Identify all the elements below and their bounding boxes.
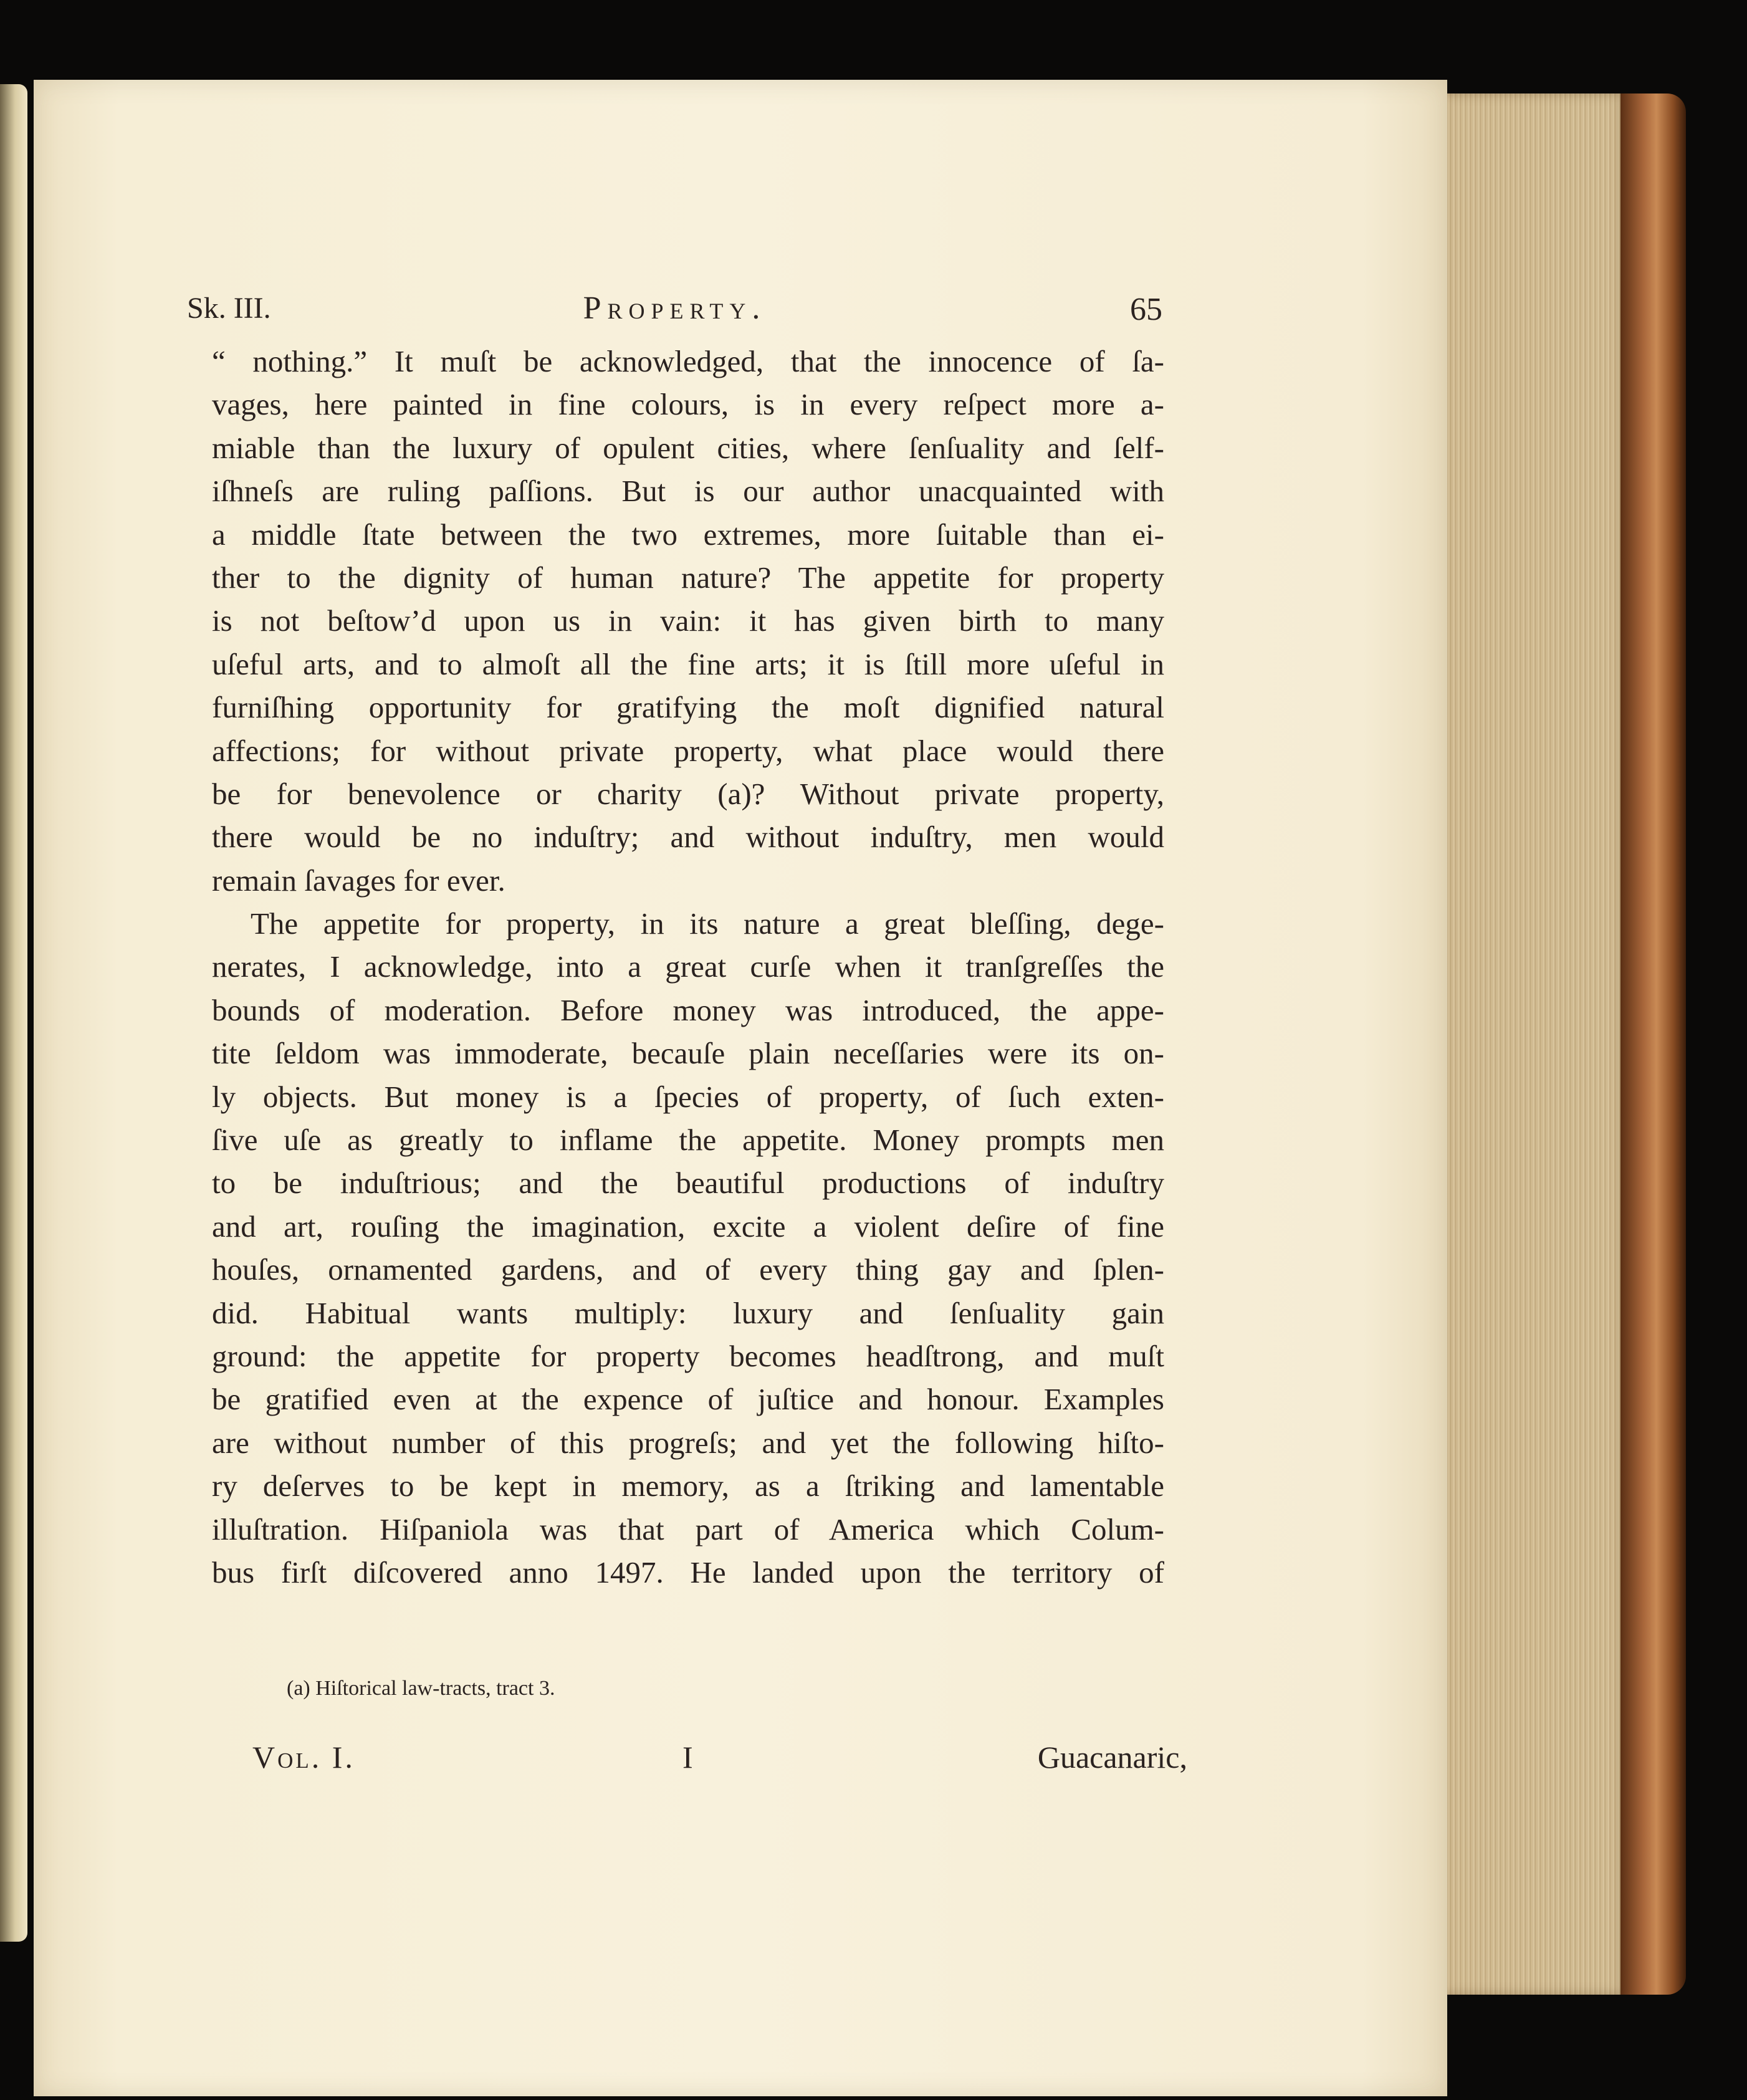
text-line: houſes, ornamented gardens, and of every thing gay and ſplen-: [212, 1252, 1164, 1287]
text-line: are without number of this progreſs; and yet the following hiſto-: [212, 1425, 1164, 1460]
footnote: (a) Hiſtorical law-tracts, tract 3.: [287, 1677, 555, 1700]
text-line: bounds of moderation. Before money was introduced, the appe-: [212, 992, 1164, 1027]
running-head: [187, 284, 1162, 333]
page-fore-edge: [1447, 93, 1628, 1995]
body-text: [212, 340, 1164, 1594]
text-line: be for benevolence or charity (a)? Without private property,: [212, 776, 1164, 811]
text-line: uſeful arts, and to almoſt all the fine arts; it is ſtill more uſeful in: [212, 646, 1164, 681]
chapter-title: Property.: [583, 290, 767, 326]
text-line: ground: the appetite for property becomes headſtrong, and muſt: [212, 1338, 1164, 1373]
catchword: Guacanaric,: [1037, 1740, 1187, 1775]
text-line: did. Habitual wants multiply: luxury and ſenſuality gain: [212, 1295, 1164, 1330]
text-line: vages, here painted in fine colours, is in every reſpect more a-: [212, 387, 1164, 422]
text-line: furniſhing opportunity for gratifying the moſt dignified natural: [212, 690, 1164, 725]
signature-mark: I: [682, 1740, 693, 1775]
text-line: miable than the luxury of opulent cities, where ſenſuality and ſelf-: [212, 430, 1164, 465]
page-number: 65: [1130, 292, 1162, 327]
text-line: ry deſerves to be kept in memory, as a ſtriking and lamentable: [212, 1469, 1164, 1503]
text-line: “ nothing.” It muſt be acknowledged, that the innocence of ſa-: [212, 344, 1164, 378]
text-line: remain ſavages for ever.: [212, 863, 505, 898]
text-line: to be induſtrious; and the beautiful productions of induſtry: [212, 1166, 1164, 1201]
text-line: ther to the dignity of human nature? The appetite for property: [212, 560, 1164, 595]
text-line: is not beſtow’d upon us in vain: it has given birth to many: [212, 603, 1164, 638]
text-line: bus firſt diſcovered anno 1497. He landed upon the territory of: [212, 1555, 1164, 1589]
text-line: ſive uſe as greatly to inflame the appetite. Money prompts men: [212, 1123, 1164, 1158]
text-line: be gratified even at the expence of juſtice and honour. Examples: [212, 1382, 1164, 1417]
text-line: The appetite for property, in its nature a great bleſſing, dege-: [251, 906, 1164, 941]
text-line: nerates, I acknowledge, into a great curſe when it tranſgreſſes the: [212, 949, 1164, 984]
section-label: Sk. III.: [187, 292, 271, 325]
volume-signature: Vol. I.: [252, 1740, 355, 1775]
text-line: a middle ſtate between the two extremes, more ſuitable than ei-: [212, 517, 1164, 552]
leather-binding: [1620, 93, 1686, 1995]
text-line: tite ſeldom was immoderate, becauſe plain neceſſaries were its on-: [212, 1036, 1164, 1071]
page-footer: [252, 1739, 1187, 1783]
facing-page-edge: [0, 84, 27, 1942]
text-line: illuſtration. Hiſpaniola was that part of America which Colum-: [212, 1512, 1164, 1546]
text-line: ly objects. But money is a ſpecies of property, of ſuch exten-: [212, 1079, 1164, 1114]
text-line: iſhneſs are ruling paſſions. But is our author unacquainted with: [212, 474, 1164, 509]
text-line: affections; for without private property, what place would there: [212, 733, 1164, 768]
text-line: there would be no induſtry; and without induſtry, men would: [212, 820, 1164, 855]
text-line: and art, rouſing the imagination, excite a violent deſire of fine: [212, 1209, 1164, 1244]
